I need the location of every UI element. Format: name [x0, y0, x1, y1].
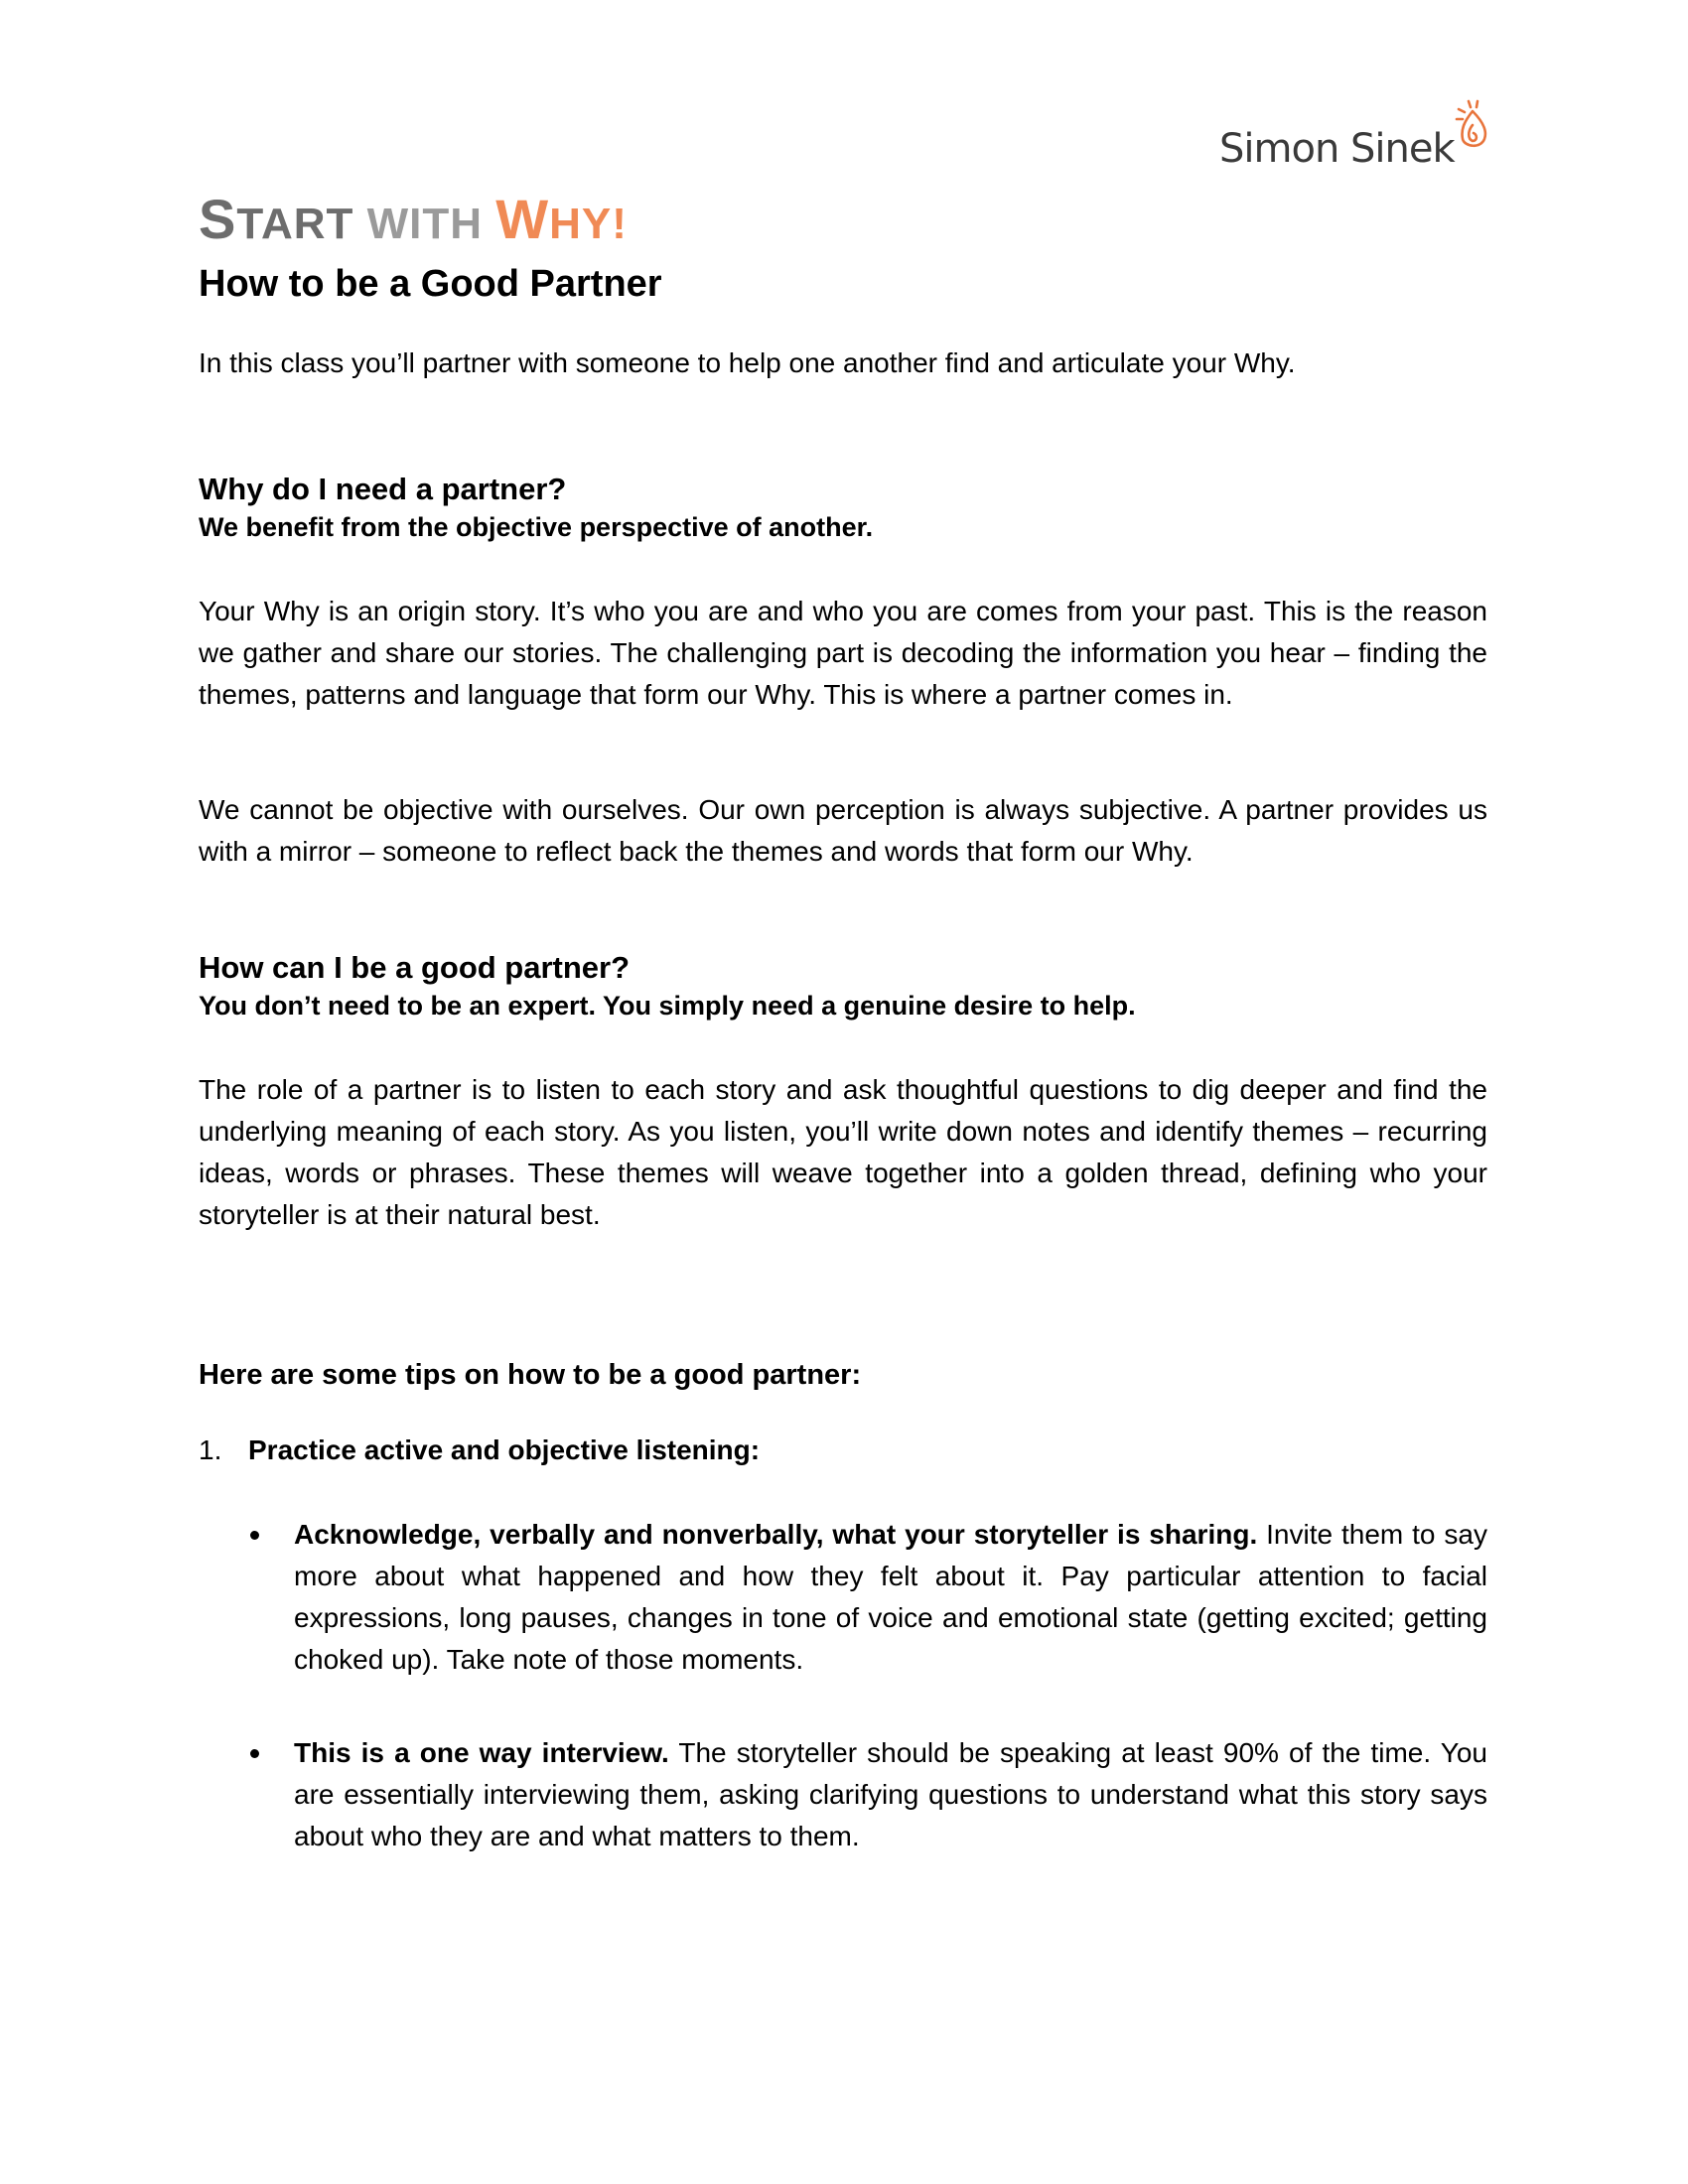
section-heading: How can I be a good partner? — [199, 950, 631, 985]
bullet-text — [294, 1514, 1487, 1681]
bullet-icon — [199, 1732, 294, 1857]
brand-word-why: WHY! — [495, 188, 628, 250]
bullet-text — [294, 1732, 1487, 1857]
section-subheading: We benefit from the objective perspective of another. — [199, 512, 874, 542]
brand-word-start: START — [199, 188, 354, 250]
bullet-item — [199, 1732, 1487, 1857]
bullet-bold-lead: Acknowledge, verbally and nonverbally, what your storyteller is sharing. — [294, 1519, 1258, 1550]
item-number: 1. — [199, 1434, 222, 1465]
bullet-bold-lead: This is a one way interview. — [294, 1737, 669, 1768]
section-heading: Why do I need a partner? — [199, 472, 567, 506]
bullet-body: Invite them to say more about what happened and how they felt about it. Pay particular attention to facial expressions, long pauses, changes in tone of voice and emotional state (getting excited; getting choked up). Take note of those moments. — [294, 1519, 1487, 1675]
item-label: Practice active and objective listening: — [248, 1434, 761, 1465]
start-with-why-wordmark — [199, 188, 628, 250]
numbered-item — [199, 1431, 1487, 1470]
flame-icon — [1451, 99, 1494, 155]
brand-word-with: WITH — [366, 200, 484, 248]
tips-heading: Here are some tips on how to be a good partner: — [199, 1359, 862, 1391]
body-paragraph: We cannot be objective with ourselves. Our own perception is always subjective. A partner provides us with a mirror – someone to reflect back the themes and words that form our Why. — [199, 794, 1487, 867]
section-good-partner — [199, 948, 1487, 1024]
body-paragraph: Your Why is an origin story. It’s who you are and who you are comes from your past. This is the reason we gather and share our stories. The challenging part is decoding the information you hear – finding the themes, patterns and language that form our Why. This is where a partner comes in. — [199, 596, 1487, 710]
bullet-icon — [199, 1514, 294, 1681]
bullet-item — [199, 1514, 1487, 1681]
bullet-body: The storyteller should be speaking at least 90% of the time. You are essentially interviewing them, asking clarifying questions to understand what this story says about who they are and what matters to them. — [294, 1737, 1487, 1851]
simon-sinek-logo — [1219, 95, 1494, 175]
page-title: How to be a Good Partner — [199, 263, 662, 305]
section-why-partner — [199, 470, 1487, 545]
intro-paragraph: In this class you’ll partner with someone to help one another find and articulate your Why. — [199, 347, 1296, 378]
body-paragraph: The role of a partner is to listen to each story and ask thoughtful questions to dig deeper and find the underlying meaning of each story. As you listen, you’ll write down notes and identify themes – recurring ideas, words or phrases. These themes will weave together into a golden thread, defining who your storyteller is at their natural best. — [199, 1074, 1487, 1230]
section-subheading: You don’t need to be an expert. You simply need a genuine desire to help. — [199, 991, 1136, 1021]
logo-text: Simon Sinek — [1219, 126, 1455, 172]
